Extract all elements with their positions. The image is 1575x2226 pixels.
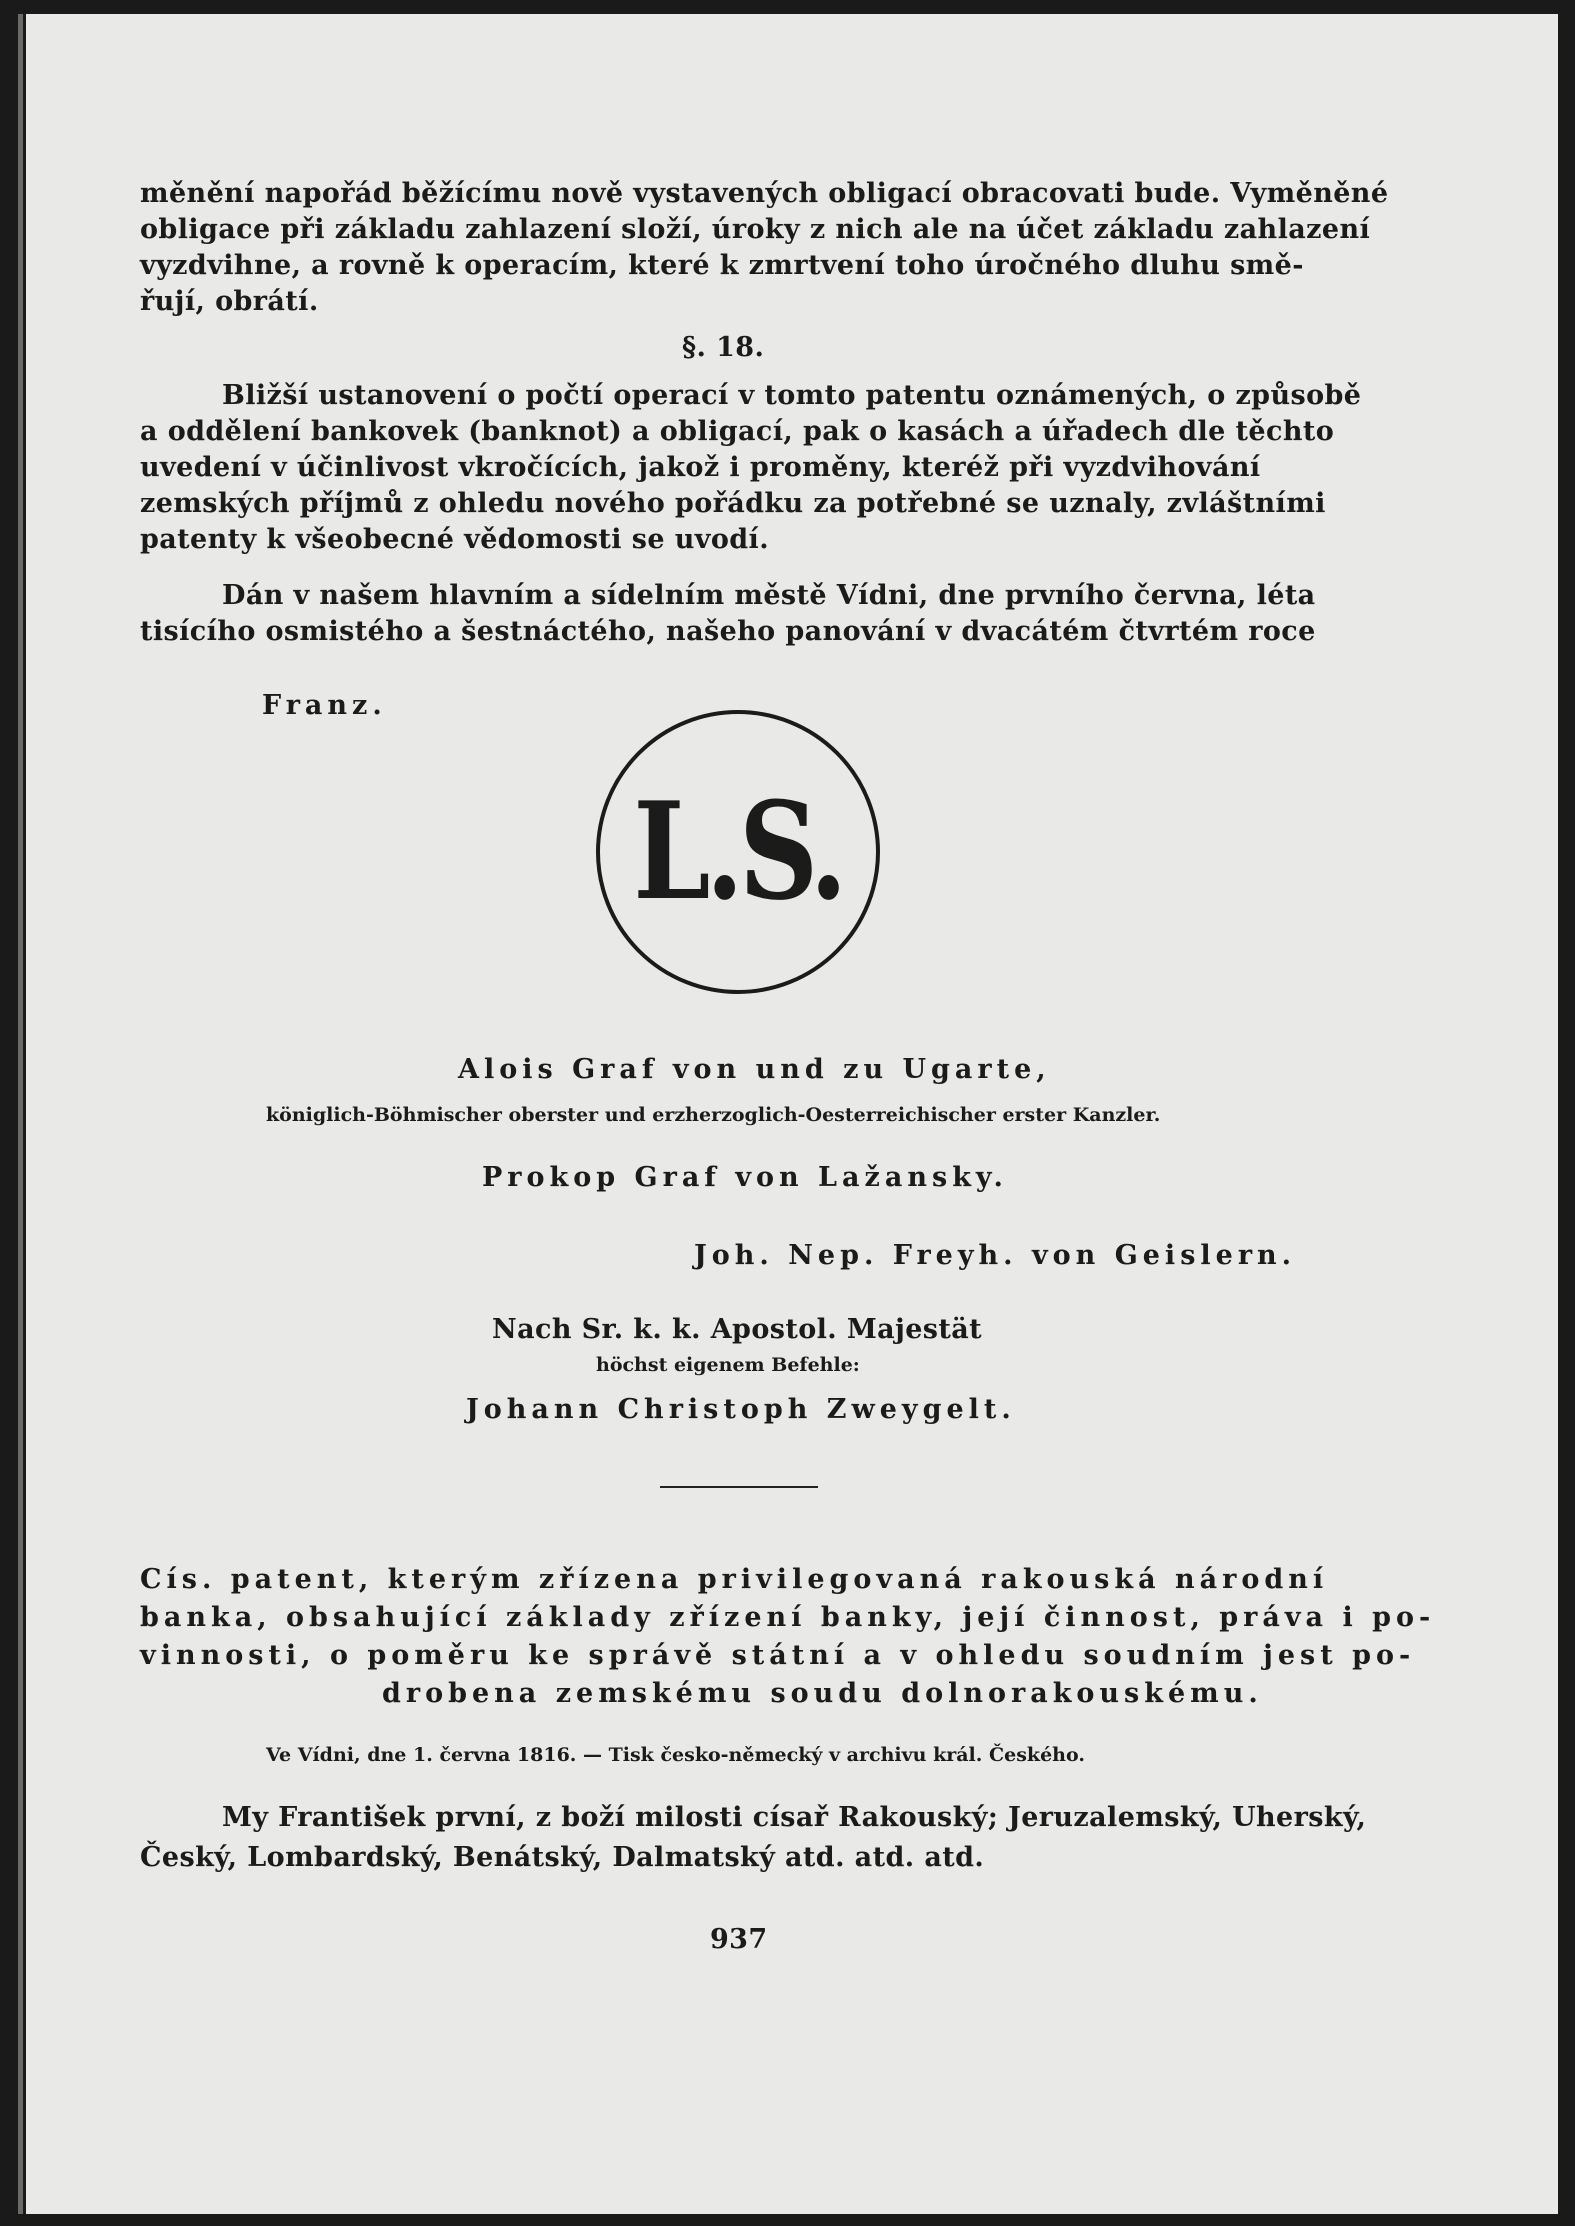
section-heading: §. 18. [682,332,765,363]
signatory-ugarte-title: königlich-Böhmischer oberster und erzherzoglich-Oesterreichischer erster Kanzler. [266,1104,1161,1126]
section-line-1: Bližší ustanovení o počtí operací v tomto patentu oznámených, o způsobě [222,380,1362,411]
signatory-zweygelt: Johann Christoph Zweygelt. [466,1394,1016,1425]
intro-line-1: My František první, z boží milosti císař Rakouský; Jeruzalemský, Uherský, [222,1802,1367,1833]
top-line-2: obligace při základu zahlazení složí, úroky z nich ale na účet základu zahlazení [140,214,1371,245]
next-title-line-3: vinnosti, o poměru ke správě státní a v ohledu soudním jest po- [140,1640,1416,1671]
order-subline: höchst eigenem Befehle: [596,1354,860,1376]
section-line-3: uvedení v účinlivost vkročících, jakož i proměny, kteréž při vyzdvihování [140,452,1261,483]
top-line-3: vyzdvihne, a rovně k operacím, které k zmrtvení toho úročného dluhu smě- [140,250,1304,281]
dated-line-2: tisícího osmistého a šestnáctého, našeho panování v dvacátém čtvrtém roce [140,616,1316,647]
signatory-geislern: Joh. Nep. Freyh. von Geislern. [694,1240,1297,1271]
page-edge-shadow [18,14,23,2214]
seal-letters: L.S. [633,772,843,930]
page-number: 937 [710,1924,768,1955]
signatory-lazansky: Prokop Graf von Lažansky. [482,1162,1008,1193]
top-line-1: měnění napořád běžícímu nově vystavených obligací obracovati bude. Vyměněné [140,178,1389,209]
signature-franz: Franz. [262,690,387,721]
next-title-line-4: drobena zemskému soudu dolnorakouskému. [382,1678,1263,1709]
next-title-line-2: banka, obsahující základy zřízení banky, její činnost, práva i po- [140,1602,1436,1633]
section-line-2: a oddělení bankovek (banknot) a obligací, pak o kasách a úřadech dle těchto [140,416,1335,447]
dated-line-1: Dán v našem hlavním a sídelním městě Vídni, dne prvního června, léta [222,580,1316,611]
section-divider [660,1486,818,1488]
order-line: Nach Sr. k. k. Apostol. Majestät [492,1314,983,1345]
signatory-ugarte-name: Alois Graf von und zu Ugarte, [458,1054,1051,1085]
section-line-4: zemských příjmů z ohledu nového pořádku za potřebné se uznaly, zvláštními [140,488,1326,519]
locus-sigilli-seal [596,710,880,994]
next-title-line-1: Cís. patent, kterým zřízena privilegovaná rakouská národní [140,1564,1329,1595]
intro-line-2: Český, Lombardský, Benátský, Dalmatský atd. atd. atd. [140,1842,985,1873]
next-patent-source: Ve Vídni, dne 1. června 1816. — Tisk česko-německý v archivu král. Českého. [266,1744,1085,1766]
document-page [26,14,1558,2214]
top-line-4: řují, obrátí. [140,286,319,317]
section-line-5: patenty k všeobecné vědomosti se uvodí. [140,524,770,555]
